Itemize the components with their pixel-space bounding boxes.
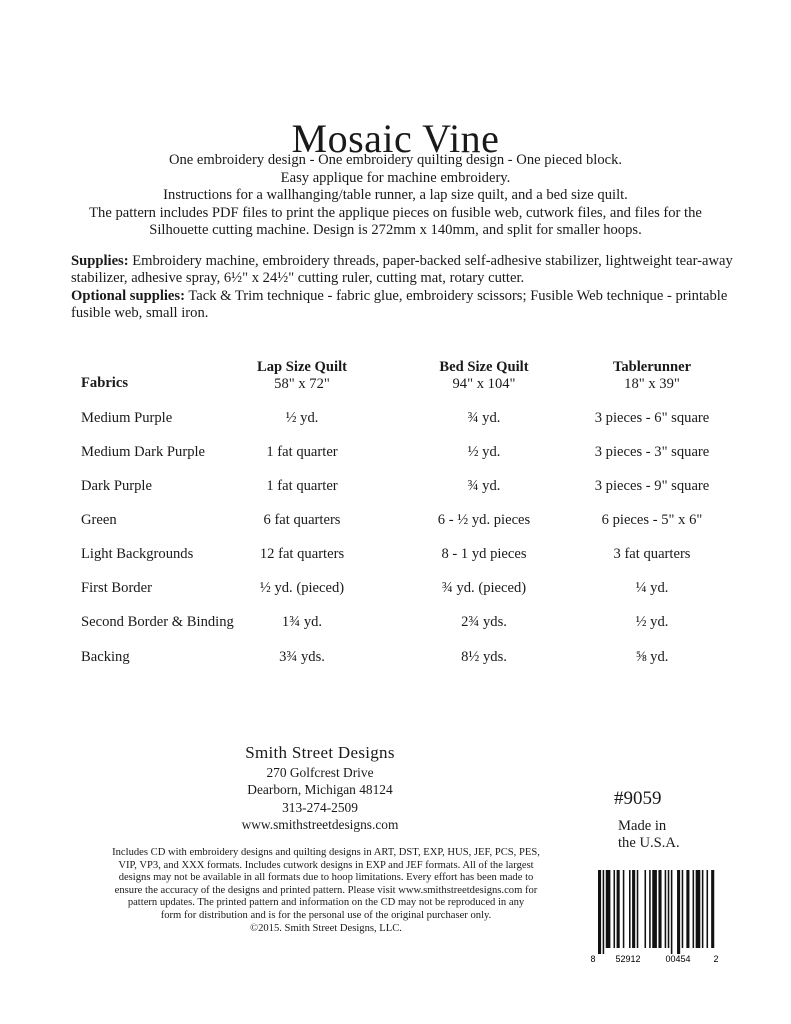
runner-amount: 3 pieces - 6" square [594,410,710,426]
supplies-label: Supplies: [71,253,129,269]
lap-amount: 12 fat quarters [259,546,345,562]
optional-supplies-label: Optional supplies: [71,287,185,304]
column-title: Tablerunner [612,359,692,375]
fabrics-header: Fabrics [81,375,129,391]
company-address-block [220,742,420,834]
table-row [0,512,791,532]
bed-amount: 6 - ½ yd. pieces [437,512,531,528]
company-website: www.smithstreetdesigns.com [241,817,399,833]
runner-amount: 3 pieces - 3" square [594,444,710,460]
intro-line: One embroidery design - One embroidery quilting design - One pieced block. [168,152,623,168]
barcode-bar [652,870,657,948]
column-size: 18" x 39" [624,376,680,392]
company-address-line2: Dearborn, Michigan 48124 [247,782,393,798]
company-phone: 313-274-2509 [282,799,358,815]
barcode-bar [686,870,689,948]
intro-text [40,152,751,240]
table-row [0,580,791,600]
runner-amount: ⅝ yd. [635,649,669,665]
bed-amount: 8 - 1 yd pieces [441,546,527,562]
intro-line: Easy applique for machine embroidery. [280,169,511,186]
barcode-bar [677,870,680,954]
fabric-name: Dark Purple [81,478,152,494]
fabric-name: Medium Purple [81,410,173,426]
disclaimer-line: VIP, VP3, and XXX formats. Includes cutwork designs in EXP and JEF formats. All of the largest [118,859,534,871]
supplies-paragraph [71,253,761,288]
column-header-bed [414,359,554,393]
table-row [0,614,791,634]
barcode-bar [696,870,701,948]
column-title: Bed Size Quilt [439,359,529,375]
bed-amount: 8½ yds. [461,649,507,665]
made-in-line: Made in [618,818,667,834]
intro-line: Instructions for a wallhanging/table runner, a lap size quilt, and a bed size quilt. [163,187,628,204]
fabric-name: Medium Dark Purple [81,444,206,460]
table-row [0,444,791,464]
barcode-bar [603,870,605,954]
disclaimer-line: form for distribution and is for the personal use of the original purchaser only. [160,909,492,921]
barcode-bar [649,870,651,948]
table-row [0,410,791,430]
barcode-digit-lead: 8 [590,954,596,964]
barcode-digit-check: 2 [713,954,719,964]
barcode-bar [693,870,695,948]
made-in-line: the U.S.A. [618,835,680,852]
runner-amount: ½ yd. [635,614,669,630]
column-header-lap [232,359,372,393]
bed-amount: 2¾ yds. [461,614,507,630]
barcode-bar [665,870,667,948]
intro-line: The pattern includes PDF files to print the applique pieces on fusible web, cutwork files, and files for the [89,204,702,221]
disclaimer-line: Includes CD with embroidery designs and quilting designs in ART, DST, EXP, HUS, JEF, PCS, PES, [112,847,540,858]
upc-barcode [590,868,720,964]
disclaimer-line: pattern updates. The printed pattern and information on the CD may not be reproduced in any [127,897,525,909]
lap-amount: ½ yd. [285,410,319,426]
disclaimer-line: designs may not be available in all formats due to hoop limitations. Every effort has been made to [118,872,534,884]
barcode-digit-left: 52912 [615,954,641,964]
barcode-bar [606,870,611,948]
runner-amount: 6 pieces - 5" x 6" [601,512,703,528]
runner-amount: ¼ yd. [635,580,669,596]
lap-amount: 6 fat quarters [263,512,341,528]
bed-amount: ¾ yd. (pieced) [441,580,527,596]
column-size: 94" x 104" [452,376,516,392]
optional-supplies-text: Tack & Trim technique - fabric glue, embroidery scissors; Fusible Web technique - printable fusible web, small iron. [71,287,728,322]
disclaimer-line: ©2015. Smith Street Designs, LLC. [250,922,402,934]
barcode-bar [671,870,673,954]
lap-amount: 1¾ yd. [281,614,323,630]
company-name: Smith Street Designs [245,743,395,762]
supplies-text: Embroidery machine, embroidery threads, paper-backed self-adhesive stabilizer, lightweight tear-away stabilizer, adhesive spray, 6½" x 24½" cutting ruler, cutting mat, rotary cutter. [71,253,733,287]
barcode-bar [711,870,714,948]
fabric-name: Light Backgrounds [81,546,194,562]
barcode-bar [629,870,631,948]
column-size: 58" x 72" [274,376,330,392]
bed-amount: ½ yd. [467,444,501,460]
pattern-number: #9059 [614,788,662,809]
runner-amount: 3 fat quarters [613,546,691,562]
barcode-bar [637,870,639,948]
barcode-digit-right: 00454 [665,954,691,964]
barcode-bar [658,870,661,948]
disclaimer-line: ensure the accuracy of the designs and printed pattern. Please visit www.smithstreetdesigns.com for [114,884,538,896]
lap-amount: ½ yd. (pieced) [259,580,345,596]
barcode-bar [702,870,704,948]
page-title: Mosaic Vine [291,115,500,161]
company-address-line1: 270 Golfcrest Drive [266,765,374,780]
runner-amount: 3 pieces - 9" square [594,478,710,494]
fabric-name: Backing [81,649,130,665]
barcode-bar [632,870,635,948]
table-row [0,649,791,669]
column-header-tablerunner [576,359,728,393]
barcode-bar [598,870,601,954]
lap-amount: 1 fat quarter [266,444,338,460]
column-title: Lap Size Quilt [256,359,347,375]
made-in-label [618,818,680,853]
fabric-name: Second Border & Binding [81,614,234,630]
disclaimer-text [66,847,586,935]
barcode-bar [617,870,620,948]
bed-amount: ¾ yd. [467,410,501,426]
supplies-section [71,253,761,323]
barcode-bar [682,870,684,948]
bed-amount: ¾ yd. [467,478,501,494]
table-row [0,546,791,566]
lap-amount: 1 fat quarter [266,478,338,494]
barcode-bars [598,870,714,954]
barcode-bar [623,870,625,948]
lap-amount: 3¾ yds. [279,649,325,665]
barcode-bar [614,870,616,948]
fabric-name: Green [81,512,117,528]
barcode-bar [645,870,647,948]
barcode-bar [707,870,709,948]
barcode-bar [668,870,670,948]
intro-line: Silhouette cutting machine. Design is 272mm x 140mm, and split for smaller hoops. [149,222,642,239]
fabric-name: First Border [81,580,152,596]
table-row [0,478,791,498]
optional-supplies-paragraph [71,288,761,323]
